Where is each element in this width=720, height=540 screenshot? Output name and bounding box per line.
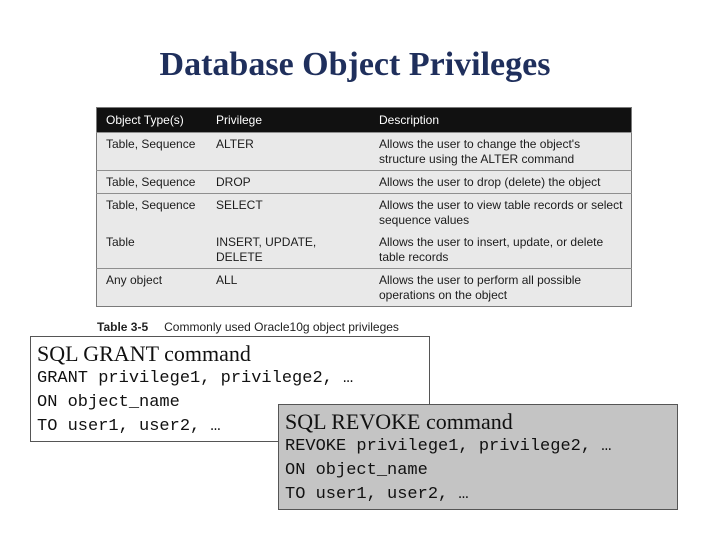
cell-description: Allows the user to change the object's structure using the ALTER command: [370, 133, 632, 171]
cell-privilege: ALTER: [207, 133, 370, 171]
column-header-privilege: Privilege: [207, 108, 370, 133]
revoke-syntax-line: TO user1, user2, …: [285, 485, 469, 504]
cell-privilege: INSERT, UPDATE, DELETE: [207, 231, 370, 269]
cell-privilege: DROP: [207, 171, 370, 194]
grant-syntax-line: GRANT privilege1, privilege2, …: [37, 369, 354, 388]
table-row: [97, 231, 632, 269]
privileges-table: [96, 107, 632, 307]
grant-syntax-line: ON object_name: [37, 393, 180, 412]
table-caption: [96, 320, 632, 334]
cell-privilege: SELECT: [207, 194, 370, 232]
cell-description: Allows the user to insert, update, or delete table records: [370, 231, 632, 269]
revoke-syntax-line: ON object_name: [285, 461, 428, 480]
table-header-row: [97, 108, 632, 133]
table-caption-text: Commonly used Oracle10g object privileges: [164, 320, 399, 334]
cell-privilege: ALL: [207, 269, 370, 307]
cell-description: Allows the user to drop (delete) the object: [370, 171, 632, 194]
column-header-description: Description: [370, 108, 632, 133]
page-title: Database Object Privileges: [159, 46, 551, 83]
cell-object-type: Table: [97, 231, 208, 269]
column-header-object-type: Object Type(s): [97, 108, 208, 133]
cell-object-type: Table, Sequence: [97, 133, 208, 171]
grant-box-title: SQL GRANT command: [37, 341, 251, 366]
table-row: [97, 171, 632, 194]
cell-object-type: Table, Sequence: [97, 171, 208, 194]
table-caption-number: Table 3-5: [97, 320, 149, 334]
cell-description: Allows the user to view table records or select sequence values: [370, 194, 632, 232]
table-row: [97, 194, 632, 232]
cell-object-type: Any object: [97, 269, 208, 307]
revoke-box-title: SQL REVOKE command: [285, 409, 513, 434]
revoke-syntax-line: REVOKE privilege1, privilege2, …: [285, 437, 612, 456]
revoke-command-box: [278, 404, 678, 510]
table-row: [97, 133, 632, 171]
cell-description: Allows the user to perform all possible operations on the object: [370, 269, 632, 307]
privileges-table-figure: [96, 107, 632, 334]
table-row: [97, 269, 632, 307]
cell-object-type: Table, Sequence: [97, 194, 208, 232]
grant-syntax-line: TO user1, user2, …: [37, 417, 221, 436]
